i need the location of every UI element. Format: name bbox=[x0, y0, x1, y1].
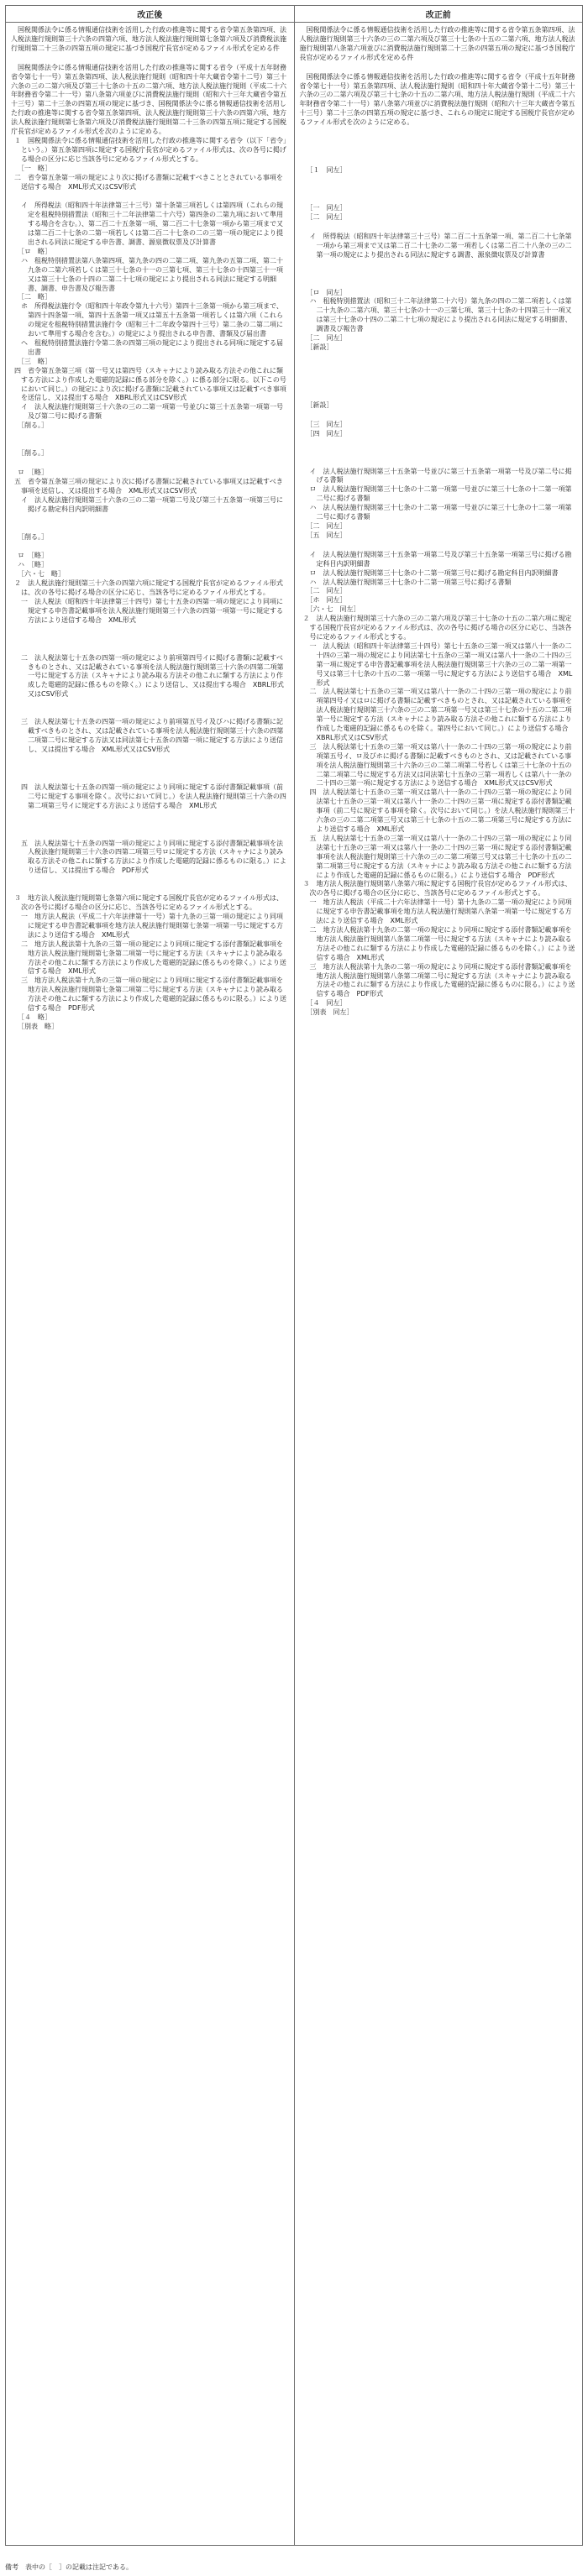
before-paragraph: ハ 租税特別措置法（昭和三十二年法律第二十六号）第九条の四の二第二項若しくは第二十九条の二第六項、第三十七条の十一の三第七項、第三十七条の十四第三十一項又は第三十七条の十四の二第二十七項の規定により提出される同法に規定する明細書、調書及び報告書 bbox=[309, 297, 572, 333]
before-paragraph: ［二 同左］ bbox=[306, 334, 347, 343]
before-paragraph: ［別表 同左］ bbox=[306, 1008, 354, 1017]
before-paragraph: ３ 地方法人税法施行規則第八条第六項に規定する国税庁長官が定めるファイル形式は、次の各号に掲げる場合の区分に応じ、当該各号に定めるファイル形式とする。 bbox=[302, 880, 572, 898]
before-paragraph: イ 法人税法施行規則第三十五条第一項第二号及び第三十五条第一項第三号に掲げる勘定科目内訳明細書 bbox=[309, 550, 572, 568]
after-paragraph: ホ 所得税法施行令（昭和四十年政令第九十六号）第四十三条第一項から第三項まで、第四十四条第一項、第四十五条第一項又は第五十五条第一項若しくは第六項（これらの規定を租税特別措置法施行令（昭和三十二年政令第四十三号）第二条の二第二項において準用する場合を含む。）の規定により提出される申告書、書類及び届出書 bbox=[21, 302, 283, 338]
before-paragraph: ハ 法人税法施行規則第三十七条の十二第一項第一号並びに第三十七条の十二第一項第二号に掲げる書類 bbox=[309, 504, 572, 521]
before-paragraph: ２ 法人税法施行規則第三十六条の三の二第六項及び第三十七条の十五の二第六項に規定する国税庁長官が定めるファイル形式は、次の各号に掲げる場合の区分に応じ、当該各号に定めるファイル形式とする。 bbox=[302, 615, 572, 641]
before-paragraph: イ 法人税法施行規則第三十五条第一号並びに第三十五条第一項第一号及び第二号に掲げる書類 bbox=[309, 467, 572, 484]
after-spacer bbox=[11, 458, 289, 469]
before-paragraph: ［新設］ bbox=[306, 343, 333, 351]
after-spacer bbox=[11, 54, 289, 64]
after-paragraph: ２ 法人税法施行規則第三十六条の四第六項に規定する国税庁長官が定めるファイル形式は、次の各号に掲げる場合の区分に応じ、当該各号に定めるファイル形式とする。 bbox=[14, 579, 283, 597]
after-paragraph: 国税関係法令に係る情報通信技術を活用した行政の推進等に関する省令第五条第四項、法人税法施行規則第三十六条の四第六項、地方法人税法施行規則第七条第六項及び消費税法施行規則第二十三条の四第五項の規定に基づき国税庁長官が定めるファイル形式を定める件 bbox=[11, 26, 286, 52]
after-spacer bbox=[11, 811, 289, 840]
after-spacer bbox=[11, 191, 289, 202]
before-paragraph: 五 法人税法第七十五条の三第一項又は第八十一条の二十四の三第一項の規定により同法第七十五条の三第一項又は第八十一条の二十四の三第一項に規定する添付書類記載事項を法人税法施行規則第三十六条の三の二第二項第三号又は第三十七条の十五の二第二項第三号に規定する方法（スキャナにより読み取る方法その他これに類する方法により作成した電磁的記録に係るものに限る。）により送信する場合 PDF形式 bbox=[309, 834, 572, 879]
after-paragraph: 二 地方法人税法第十九条の三第一項の規定により同項に規定する添付書類記載事項を地方法人税法施行規則第七条第二項第一号に規定する方法（スキャナにより読み取る方法その他これに類する方法により作成した電磁的記録に係るものを除く。）により送信する場合 XML形式 bbox=[21, 940, 286, 976]
after-paragraph: 一 法人税法（昭和四十年法律第三十四号）第七十五条の四第一項の規定により同項に規定する申告書記載事項を法人税法施行規則第三十六条の四第一項第一号に規定する方法により送信する場合 XML形式 bbox=[21, 597, 283, 624]
before-paragraph: ［一 同左］ bbox=[306, 203, 347, 212]
after-text-column bbox=[6, 23, 294, 2545]
before-paragraph: 一 地方法人税法（平成二十六年法律第十一号）第十九条の二第一項の規定により同項に規定する申告書記載事項を地方法人税法施行規則第八条第一項第一号に規定する方法により送信する場合 XML形式 bbox=[309, 898, 572, 925]
after-spacer bbox=[11, 699, 289, 718]
before-paragraph: ハ 法人税法施行規則第三十七条の十二第一項第三号に掲げる書類 bbox=[309, 578, 512, 586]
after-paragraph: 国税関係法令に係る情報通信技術を活用した行政の推進等に関する省令（平成十五年財務省令第七十一号）第五条第四項、法人税法施行規則（昭和四十年大蔵省令第十二号）第三十六条の三の二第六項及び第三十七条の十五の二第六項、地方法人税法施行規則（平成二十六年財務省令第二十一号）第八条第六項並びに消費税法施行規則（昭和六十三年大蔵省令第五十三号）第二十三条の四第五項の規定に基づき、国税関係法令に係る情報通信技術を活用した行政の推進等に関する省令第五条第四項、法人税法施行規則第三十六条の四第六項、地方法人税法施行規則第七条第六項及び消費税法施行規則第二十三条の四第五項に規定する国税庁長官が定めるファイル形式を次のように定める。 bbox=[11, 63, 286, 136]
after-paragraph: 五 省令第五条第三項の規定により次に掲げる書類に記載されている事項又は記載すべき事項を送信し、又は提出する場合 XML形式又はCSV形式 bbox=[14, 477, 283, 495]
after-paragraph: ［ロ 略］ bbox=[18, 247, 51, 255]
before-paragraph: 三 地方法人税法第十九条の二第一項の規定により同項に規定する添付書類記載事項を地方法人税法施行規則第八条第二項第二号に規定する方法（スキャナにより読み取る方法その他これに類する方法により作成した電磁的記録に係るものに限る。）により送信する場合 PDF形式 bbox=[309, 962, 575, 998]
header-before: 改正前 bbox=[294, 6, 583, 23]
after-spacer bbox=[11, 626, 289, 654]
before-spacer bbox=[300, 411, 578, 421]
after-paragraph: 二 省令第五条第一項の規定により次に掲げる書類に記載すべきこととされている事項を送信する場合 XML形式又はCSV形式 bbox=[14, 173, 283, 191]
after-paragraph: 一 地方法人税法（平成二十六年法律第十一号）第十九条の三第一項の規定により同項に規定する申告書記載事項を地方法人税法施行規則第七条第一項第一号に規定する方法により送信する場合 XML形式 bbox=[21, 912, 283, 939]
after-paragraph: ３ 地方法人税法施行規則第七条第六項に規定する国税庁長官が定めるファイル形式は、次の各号に掲げる場合の区分に応じ、当該各号に定めるファイル形式とする。 bbox=[14, 894, 283, 912]
before-spacer bbox=[300, 63, 578, 73]
after-paragraph: ［削る。］ bbox=[18, 421, 48, 430]
before-paragraph: ［二 同左］ bbox=[306, 212, 347, 221]
after-paragraph: 四 省令第五条第三項（第一号又は第四号（スキャナにより読み取る方法その他これに類する方法により作成した電磁的記録に係る部分を除く。）に係る部分に限る。以下この号において同じ。）の規定により次に掲げる書類に記載されている事項又は記載すべき事項を送信し、又は提出する場合 XBRL形式又はCSV形式 bbox=[14, 366, 286, 402]
after-spacer bbox=[11, 876, 289, 894]
after-paragraph: ［４ 略］ bbox=[18, 1013, 51, 1021]
footnote: 備考 表中の［ ］の記載は注記である。 bbox=[5, 2563, 133, 2571]
before-paragraph: ［五 同左］ bbox=[306, 531, 347, 539]
before-text-column bbox=[295, 23, 583, 2545]
before-paragraph: ［二 同左］ bbox=[306, 587, 347, 595]
before-spacer bbox=[300, 541, 578, 551]
before-spacer bbox=[300, 353, 578, 391]
before-paragraph: ロ 法人税法施行規則第三十七条の十二第一項第三号に掲げる勘定科目内訳明細書 bbox=[309, 568, 559, 577]
before-paragraph: 三 法人税法第七十五条の三第一項又は第八十一条の二十四の三第一項の規定により前項第五号イ、ロ及びホに掲げる書類に記載すべきものとされ、又は記載されている事項を法人税法施行規則第三十六条の三の二第二項第二号若しくは第三十七条の十五の二第二項第二号に規定する方法又は同法第七十五条の三第一項若しくは第八十一条の二十四の三第一項に規定する方法により送信する場合 XML形式又はCSV形式 bbox=[309, 742, 572, 788]
after-paragraph: １ 国税関係法令に係る情報通信技術を活用した行政の推進等に関する省令（以下「省令」という。）第五条第四項に規定する国税庁長官が定めるファイル形式は、次の各号に掲げる場合の区分に応じ当該各号に定めるファイル形式とする。 bbox=[14, 136, 286, 163]
after-spacer bbox=[11, 755, 289, 783]
column-after bbox=[6, 23, 295, 2546]
after-paragraph: 二 法人税法第七十五条の四第一項の規定により前項第四号イに掲げる書類に記載すべきものとされ、又は記載されている事項を法人税法施行規則第三十六条の四第二項第一号に規定する方法（スキャナにより読み取る方法その他これに類する方法により作成した電磁的記録に係るものを除く。）により送信し、又は提出する場合 XBRL形式又はCSV形式 bbox=[21, 653, 284, 699]
before-paragraph: ［三 同左］ bbox=[306, 420, 347, 428]
after-paragraph: ［削る。］ bbox=[18, 449, 48, 458]
comparison-table bbox=[5, 5, 583, 2546]
before-spacer bbox=[300, 175, 578, 204]
after-paragraph: イ 法人税法施行規則第三十六条の三の二第一項第二号及び第三十五条第一項第三号に掲げる勘定科目内訳明細書 bbox=[21, 495, 283, 513]
after-paragraph: ［削る。］ bbox=[18, 532, 48, 541]
after-paragraph: ロ ［略］ bbox=[18, 552, 48, 560]
after-spacer bbox=[11, 515, 289, 533]
before-paragraph: 国税関係法令に係る情報通信技術を活用した行政の推進等に関する省令（平成十五年財務省令第七十一号）第五条第四項、法人税法施行規則（昭和四十年大蔵省令第十二号）第三十六条の三の二第六項及び第三十七条の十五の二第六項、地方法人税法施行規則（平成二十六年財務省令第二十一号）第八条第六項並びに消費税法施行規則（昭和六十三年大蔵省令第五十三号）第二十三条の四第五項の規定に基づき、これらの規定に規定する国税庁長官が定めるファイル形式を次のように定める。 bbox=[299, 72, 575, 127]
after-paragraph: ［三 略］ bbox=[18, 357, 51, 365]
after-spacer bbox=[11, 431, 289, 449]
before-spacer bbox=[300, 128, 578, 166]
before-paragraph: ［六・七 同左］ bbox=[306, 605, 360, 614]
after-paragraph: ハ ［略］ bbox=[18, 561, 48, 569]
before-spacer bbox=[300, 260, 578, 289]
after-paragraph: 五 法人税法第七十五条の四第一項の規定により同項に規定する添付書類記載事項を法人税法施行規則第三十六条の四第二項第三号ロに規定する方法（スキャナにより読み取る方法その他これに類する方法により作成した電磁的記録に係るものに限る。）により送信し、又は提出する場合 PDF形式 bbox=[21, 839, 286, 875]
before-paragraph: 四 法人税法第七十五条の三第一項又は第八十一条の二十四の三第一項の規定により同法第七十五条の三第一項又は第八十一条の二十四の三第一項に規定する添付書類記載事項（前二号に規定する事項を除く。次号において同じ。）を法人税法施行規則第三十六条の三の二第二項第三号又は第三十七条の十五の二第二項第三号に規定する方法により送信する場合 XML形式 bbox=[309, 788, 575, 833]
before-paragraph: ［ホ 同左］ bbox=[306, 596, 347, 605]
before-paragraph: ［１ 同左］ bbox=[306, 166, 347, 175]
after-paragraph: ロ ［略］ bbox=[18, 468, 48, 476]
before-spacer bbox=[300, 391, 578, 401]
before-paragraph: イ 所得税法（昭和四十年法律第三十三号）第二百二十五条第一項、第二百二十七条第一項から第三項まで又は第二百二十七条の二第一項若しくは第二百二十八条の三の二第一項の規定により提出される同法に規定する調書、源泉徴収票及び計算書 bbox=[309, 232, 572, 259]
after-paragraph: 四 法人税法第七十五条の四第一項の規定により同項に規定する添付書類記載事項（前二号に規定する事項を除く。次号において同じ。）を法人税法施行規則第三十六条の四第二項第三号イに規定する方法により送信する場合 XML形式 bbox=[21, 783, 286, 809]
before-paragraph: 国税関係法令に係る情報通信技術を活用した行政の推進等に関する省令第五条第四項、法人税法施行規則第三十六条の三の二第六項及び第三十七条の十五の二第六項、地方法人税法施行規則第八条第六項並びに消費税法施行規則第二十三条の四第五項の規定に基づき国税庁長官が定めるファイル形式を定める件 bbox=[299, 26, 575, 61]
after-paragraph: ヘ 租税特別措置法施行令第二条の四第三項の規定により提出される同項に規定する届出書 bbox=[21, 339, 283, 356]
before-paragraph: ［ロ 同左］ bbox=[306, 288, 347, 296]
after-paragraph: イ 法人税法施行規則第三十六条の三の二第一項第一号並びに第三十五条第一項第一号及び第二号に掲げる書類 bbox=[21, 403, 283, 421]
before-paragraph: ロ 法人税法施行規則第三十七条の十二第一項第一号並びに第三十七条の十二第一項第二号に掲げる書類 bbox=[309, 485, 572, 503]
before-paragraph: ［四 同左］ bbox=[306, 429, 347, 437]
after-paragraph: ［一 略］ bbox=[18, 164, 51, 172]
header-after: 改正後 bbox=[6, 6, 295, 23]
column-before bbox=[294, 23, 583, 2546]
before-paragraph: ［４ 同左］ bbox=[306, 999, 347, 1008]
before-paragraph: 一 法人税法（昭和四十年法律第三十四号）第七十五条の三第一項又は第八十一条の二十四の三第一項の規定により同法第七十五条の三第一項又は第八十一条の二十四の三第一項に規定する申告書記載事項を法人税法施行規則第三十六条の三の二第一項第一号又は第三十七条の十五の二第一項第一号に規定する方法により送信する場合 XML形式 bbox=[309, 641, 573, 687]
after-paragraph: ［別表 略］ bbox=[18, 1022, 58, 1030]
before-spacer bbox=[300, 439, 578, 468]
comparison-table-wrapper bbox=[5, 5, 583, 2546]
after-paragraph: 三 法人税法第七十五条の四第一項の規定により前項第五号イ及びハに掲げる書類に記載すべきものとされ、又は記載されている事項を法人税法施行規則第三十六条の四第二項第二号に規定する方法又は同法第七十五条の四第一項に規定する方法により送信し、又は提出する場合 XML形式又はCSV形式 bbox=[21, 718, 284, 753]
before-paragraph: 二 法人税法第七十五条の三第一項又は第八十一条の二十四の三第一項の規定により前項第四号イ又はロに掲げる書類に記載すべきものとされ、又は記載されている事項を法人税法施行規則第三十六条の三の二第二項第一号又は第三十七条の十五の二第二項第一号に規定する方法（スキャナにより読み取る方法その他これに類する方法により作成した電磁的記録に係るものを除く。第四号において同じ。）により送信する場合 XBRL形式又はCSV形式 bbox=[309, 688, 575, 741]
before-paragraph: ［新設］ bbox=[306, 401, 333, 409]
after-paragraph: ハ 租税特別措置法第八条第四項、第九条の四の二第二項、第九条の五第二項、第二十九条の二第六項若しくは第三十七条の十一の三第七項、第三十七条の十四第三十一項又は第三十七条の十四の二第二十七項の規定により提出される同法に規定する明細書、調書、申告書及び報告書 bbox=[21, 256, 283, 292]
after-paragraph: 三 地方法人税法第十九条の三第一項の規定により同項に規定する添付書類記載事項を地方法人税法施行規則第七条第二項第二号に規定する方法（スキャナにより読み取る方法その他これに類する方法により作成した電磁的記録に係るものに限る。）により送信する場合 PDF形式 bbox=[21, 976, 286, 1013]
after-paragraph: イ 所得税法（昭和四十年法律第三十三号）第十条第三項若しくは第四項（これらの規定を租税特別措置法（昭和三十二年法律第二十六号）第四条の二第九項において準用する場合を含む。）、第二百二十五条第一項、第二百二十七条第一項から第三項まで又は第二百二十七条の二第一項若しくは第二百二十七条の二の三第一項の規定により提出される同法に規定する申告書、調書、源泉徴収票及び計算書 bbox=[21, 202, 283, 247]
before-spacer bbox=[300, 223, 578, 233]
after-paragraph: ［二 略］ bbox=[18, 293, 51, 301]
before-paragraph: ［二 同左］ bbox=[306, 522, 347, 530]
after-paragraph: ［六・七 略］ bbox=[18, 570, 65, 579]
before-paragraph: 二 地方法人税法第十九条の二第一項の規定により同項に規定する添付書類記載事項を地方法人税法施行規則第八条第二項第一号に規定する方法（スキャナにより読み取る方法その他これに類する方法により作成した電磁的記録に係るものを除く。）により送信する場合 XML形式 bbox=[309, 925, 575, 961]
after-spacer bbox=[11, 542, 289, 552]
